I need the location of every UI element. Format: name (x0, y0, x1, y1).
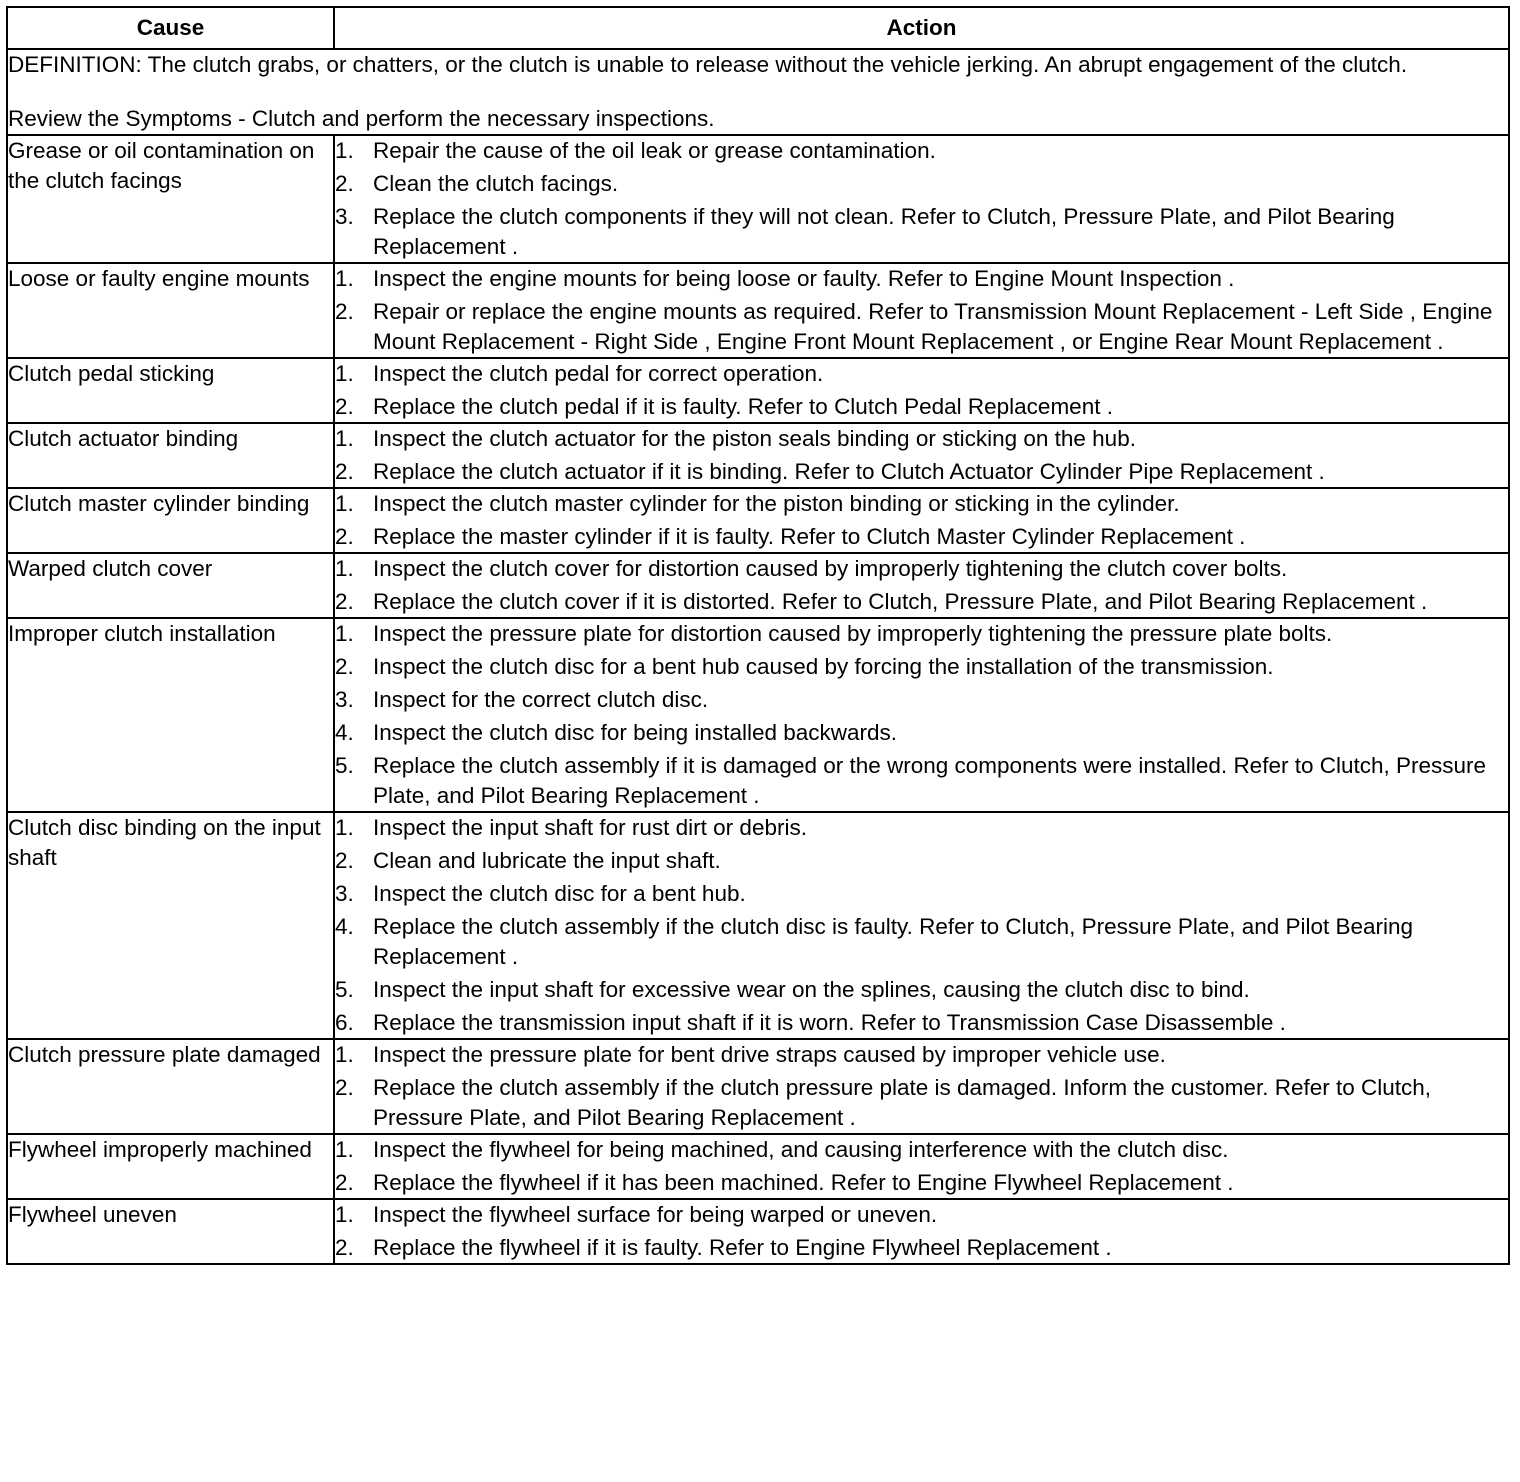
action-cell (334, 812, 1509, 1039)
step-number: 2. (335, 848, 354, 873)
action-cell (334, 1134, 1509, 1199)
step-number: 3. (335, 687, 354, 712)
step-number: 2. (335, 524, 354, 549)
step-number: 1. (335, 491, 354, 516)
step-number: 1. (335, 815, 354, 840)
diagnostic-table (6, 6, 1510, 1265)
list-item (335, 489, 1508, 519)
list-item (335, 652, 1508, 682)
step-number: 1. (335, 1042, 354, 1067)
step-number: 2. (335, 1235, 354, 1260)
table-row (7, 553, 1509, 618)
step-text: Inspect the flywheel for being machined, and causing interference with the clutch disc. (373, 1137, 1229, 1162)
action-steps-list (335, 264, 1508, 357)
list-item (335, 1200, 1508, 1230)
step-text: Inspect the clutch cover for distortion caused by improperly tightening the clutch cover bolts. (373, 556, 1288, 581)
list-item (335, 846, 1508, 876)
action-steps-list (335, 1135, 1508, 1198)
step-text: Replace the transmission input shaft if it is worn. Refer to Transmission Case Disassemble . (373, 1010, 1286, 1035)
step-number: 2. (335, 1075, 354, 1100)
step-text: Inspect for the correct clutch disc. (373, 687, 709, 712)
list-item (335, 813, 1508, 843)
step-number: 1. (335, 1202, 354, 1227)
step-number: 2. (335, 394, 354, 419)
review-symptoms-text: Review the Symptoms - Clutch and perform the necessary inspections. (8, 106, 715, 131)
step-number: 1. (335, 1137, 354, 1162)
action-steps-list (335, 619, 1508, 811)
step-text: Replace the flywheel if it is faulty. Refer to Engine Flywheel Replacement . (373, 1235, 1112, 1260)
cause-cell: Clutch actuator binding (7, 423, 334, 488)
step-text: Replace the clutch cover if it is distorted. Refer to Clutch, Pressure Plate, and Pilot Bearing Replacement . (373, 589, 1428, 614)
step-number: 5. (335, 977, 354, 1002)
table-row (7, 1039, 1509, 1134)
action-cell (334, 423, 1509, 488)
step-number: 3. (335, 881, 354, 906)
step-number: 2. (335, 459, 354, 484)
list-item (335, 685, 1508, 715)
step-number: 1. (335, 426, 354, 451)
list-item (335, 202, 1508, 262)
table-row (7, 488, 1509, 553)
step-text: Replace the clutch pedal if it is faulty. Refer to Clutch Pedal Replacement . (373, 394, 1113, 419)
list-item (335, 975, 1508, 1005)
cause-cell: Grease or oil contamination on the clutch facings (7, 135, 334, 263)
step-number: 4. (335, 914, 354, 939)
step-number: 6. (335, 1010, 354, 1035)
step-text: Replace the flywheel if it has been machined. Refer to Engine Flywheel Replacement . (373, 1170, 1234, 1195)
action-steps-list (335, 1040, 1508, 1133)
list-item (335, 424, 1508, 454)
step-text: Clean the clutch facings. (373, 171, 619, 196)
list-item (335, 1008, 1508, 1038)
table-row (7, 358, 1509, 423)
list-item (335, 1040, 1508, 1070)
cause-cell: Clutch master cylinder binding (7, 488, 334, 553)
list-item (335, 359, 1508, 389)
step-text: Inspect the input shaft for rust dirt or debris. (373, 815, 807, 840)
cause-cell: Clutch pressure plate damaged (7, 1039, 334, 1134)
action-steps-list (335, 424, 1508, 487)
step-text: Inspect the clutch pedal for correct operation. (373, 361, 824, 386)
action-cell (334, 1039, 1509, 1134)
action-steps-list (335, 489, 1508, 552)
table-row (7, 812, 1509, 1039)
list-item (335, 136, 1508, 166)
cause-cell: Loose or faulty engine mounts (7, 263, 334, 358)
cause-cell: Flywheel uneven (7, 1199, 334, 1264)
step-number: 1. (335, 556, 354, 581)
step-number: 1. (335, 266, 354, 291)
step-text: Replace the master cylinder if it is faulty. Refer to Clutch Master Cylinder Replacement . (373, 524, 1246, 549)
cause-cell: Flywheel improperly machined (7, 1134, 334, 1199)
step-number: 2. (335, 171, 354, 196)
action-steps-list (335, 554, 1508, 617)
cause-column-header: Cause (7, 7, 334, 49)
cause-cell: Clutch pedal sticking (7, 358, 334, 423)
action-cell (334, 618, 1509, 812)
step-text: Inspect the clutch actuator for the piston seals binding or sticking on the hub. (373, 426, 1136, 451)
list-item (335, 554, 1508, 584)
action-column-header: Action (334, 7, 1509, 49)
list-item (335, 619, 1508, 649)
step-text: Replace the clutch components if they will not clean. Refer to Clutch, Pressure Plate, and Pilot Bearing Replacement . (373, 204, 1395, 259)
step-number: 1. (335, 361, 354, 386)
step-text: Replace the clutch actuator if it is binding. Refer to Clutch Actuator Cylinder Pipe Replacement . (373, 459, 1325, 484)
step-number: 1. (335, 621, 354, 646)
list-item (335, 1135, 1508, 1165)
table-row (7, 135, 1509, 263)
list-item (335, 587, 1508, 617)
list-item (335, 879, 1508, 909)
action-steps-list (335, 359, 1508, 422)
step-text: Inspect the flywheel surface for being warped or uneven. (373, 1202, 938, 1227)
step-number: 4. (335, 720, 354, 745)
cause-cell: Warped clutch cover (7, 553, 334, 618)
definition-row (7, 49, 1509, 135)
step-number: 5. (335, 753, 354, 778)
table-row (7, 1199, 1509, 1264)
step-text: Repair or replace the engine mounts as required. Refer to Transmission Mount Replacement - Left Side , Engine Mount Replacement - Right Side , Engine Front Mount Replacement , or Engine Rear Mount Replacement . (373, 299, 1493, 354)
table-row (7, 263, 1509, 358)
action-cell (334, 553, 1509, 618)
list-item (335, 1233, 1508, 1263)
step-text: Inspect the clutch master cylinder for the piston binding or sticking in the cylinder. (373, 491, 1180, 516)
list-item (335, 264, 1508, 294)
step-number: 2. (335, 589, 354, 614)
step-number: 1. (335, 138, 354, 163)
list-item (335, 912, 1508, 972)
step-text: Replace the clutch assembly if it is damaged or the wrong components were installed. Refer to Clutch, Pressure Plate, and Pilot Bearing Replacement . (373, 753, 1487, 808)
step-text: Inspect the clutch disc for a bent hub. (373, 881, 746, 906)
step-text: Inspect the pressure plate for distortion caused by improperly tightening the pressure plate bolts. (373, 621, 1333, 646)
step-text: Clean and lubricate the input shaft. (373, 848, 721, 873)
action-cell (334, 1199, 1509, 1264)
action-cell (334, 135, 1509, 263)
step-number: 2. (335, 1170, 354, 1195)
list-item (335, 751, 1508, 811)
definition-text: DEFINITION: The clutch grabs, or chatters, or the clutch is unable to release without the vehicle jerking. An abrupt engagement of the clutch. (8, 52, 1408, 77)
step-text: Repair the cause of the oil leak or grease contamination. (373, 138, 936, 163)
step-text: Inspect the clutch disc for a bent hub caused by forcing the installation of the transmission. (373, 654, 1274, 679)
list-item (335, 1168, 1508, 1198)
table-row (7, 423, 1509, 488)
action-cell (334, 358, 1509, 423)
table-row (7, 1134, 1509, 1199)
list-item (335, 718, 1508, 748)
action-cell (334, 263, 1509, 358)
step-number: 2. (335, 654, 354, 679)
step-text: Inspect the input shaft for excessive wear on the splines, causing the clutch disc to bind. (373, 977, 1250, 1002)
action-steps-list (335, 136, 1508, 262)
list-item (335, 297, 1508, 357)
step-text: Replace the clutch assembly if the clutch disc is faulty. Refer to Clutch, Pressure Plate, and Pilot Bearing Replacement . (373, 914, 1414, 969)
definition-cell (7, 49, 1509, 135)
step-text: Inspect the engine mounts for being loose or faulty. Refer to Engine Mount Inspection . (373, 266, 1235, 291)
step-text: Replace the clutch assembly if the clutch pressure plate is damaged. Inform the customer. Refer to Clutch, Pressure Plate, and Pilot Bearing Replacement . (373, 1075, 1432, 1130)
cause-cell: Improper clutch installation (7, 618, 334, 812)
list-item (335, 457, 1508, 487)
list-item (335, 522, 1508, 552)
table-row (7, 618, 1509, 812)
step-text: Inspect the pressure plate for bent drive straps caused by improper vehicle use. (373, 1042, 1166, 1067)
step-number: 3. (335, 204, 354, 229)
header-row (7, 7, 1509, 49)
list-item (335, 1073, 1508, 1133)
cause-cell: Clutch disc binding on the input shaft (7, 812, 334, 1039)
action-steps-list (335, 813, 1508, 1038)
list-item (335, 169, 1508, 199)
step-text: Inspect the clutch disc for being installed backwards. (373, 720, 898, 745)
list-item (335, 392, 1508, 422)
action-steps-list (335, 1200, 1508, 1263)
action-cell (334, 488, 1509, 553)
step-number: 2. (335, 299, 354, 324)
